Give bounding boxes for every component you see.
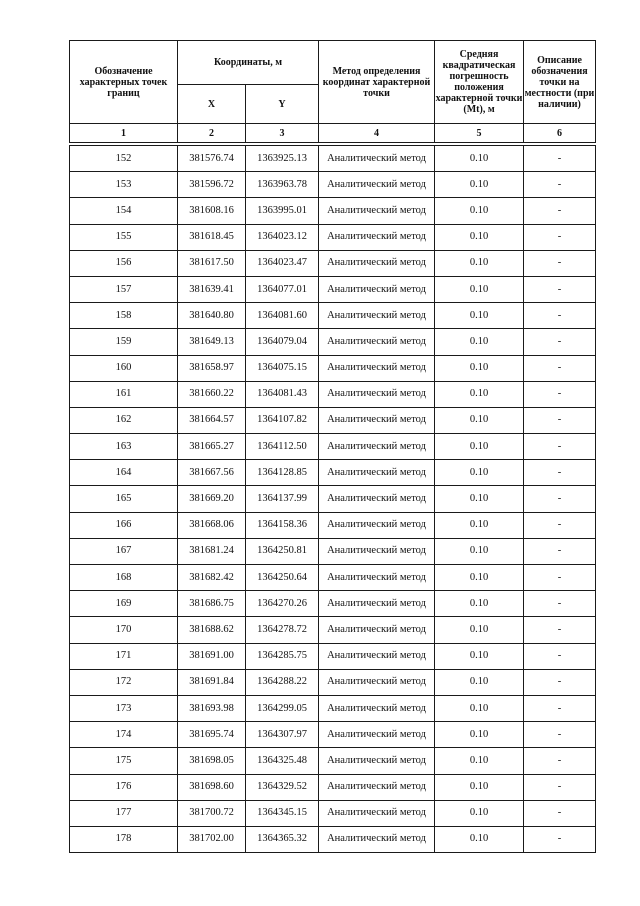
table-row [70, 591, 596, 617]
x-coordinate-cell: 381686.75 [178, 591, 246, 617]
error-cell: 0.10 [435, 486, 524, 512]
error-cell: 0.10 [435, 748, 524, 774]
error-cell: 0.10 [435, 355, 524, 381]
point-number-cell: 177 [70, 800, 178, 826]
y-coordinate-cell: 1364270.26 [246, 591, 319, 617]
point-number-cell: 167 [70, 538, 178, 564]
x-coordinate-cell: 381700.72 [178, 800, 246, 826]
table-row [70, 826, 596, 852]
y-coordinate-cell: 1364081.60 [246, 303, 319, 329]
y-coordinate-cell: 1364325.48 [246, 748, 319, 774]
y-coordinate-cell: 1364285.75 [246, 643, 319, 669]
error-cell: 0.10 [435, 250, 524, 276]
point-number-cell: 165 [70, 486, 178, 512]
table-row [70, 355, 596, 381]
table-row [70, 198, 596, 224]
point-number-cell: 166 [70, 512, 178, 538]
x-coordinate-cell: 381669.20 [178, 486, 246, 512]
method-cell: Аналитический метод [319, 748, 435, 774]
point-number-cell: 154 [70, 198, 178, 224]
error-cell: 0.10 [435, 800, 524, 826]
table-row [70, 538, 596, 564]
y-coordinate-cell: 1364079.04 [246, 329, 319, 355]
description-cell: - [524, 774, 596, 800]
point-number-cell: 164 [70, 460, 178, 486]
description-cell: - [524, 434, 596, 460]
point-number-cell: 153 [70, 172, 178, 198]
point-number-cell: 161 [70, 381, 178, 407]
description-cell: - [524, 748, 596, 774]
error-cell: 0.10 [435, 329, 524, 355]
point-number-cell: 169 [70, 591, 178, 617]
x-coordinate-cell: 381665.27 [178, 434, 246, 460]
error-cell: 0.10 [435, 643, 524, 669]
y-coordinate-cell: 1363925.13 [246, 146, 319, 172]
x-coordinate-cell: 381658.97 [178, 355, 246, 381]
table-row [70, 460, 596, 486]
x-coordinate-cell: 381617.50 [178, 250, 246, 276]
method-cell: Аналитический метод [319, 826, 435, 852]
table-row [70, 669, 596, 695]
point-number-cell: 176 [70, 774, 178, 800]
y-coordinate-cell: 1364345.15 [246, 800, 319, 826]
y-coordinate-cell: 1364307.97 [246, 722, 319, 748]
method-cell: Аналитический метод [319, 774, 435, 800]
method-cell: Аналитический метод [319, 512, 435, 538]
point-number-cell: 159 [70, 329, 178, 355]
table-row [70, 381, 596, 407]
description-cell: - [524, 643, 596, 669]
x-coordinate-cell: 381681.24 [178, 538, 246, 564]
point-number-cell: 171 [70, 643, 178, 669]
table-row [70, 224, 596, 250]
method-cell: Аналитический метод [319, 434, 435, 460]
y-coordinate-cell: 1364250.64 [246, 565, 319, 591]
table-row [70, 800, 596, 826]
method-cell: Аналитический метод [319, 172, 435, 198]
column-number: 1 [70, 124, 178, 143]
table-body [70, 146, 596, 853]
description-cell: - [524, 329, 596, 355]
description-cell: - [524, 538, 596, 564]
y-coordinate-cell: 1364365.32 [246, 826, 319, 852]
x-coordinate-cell: 381660.22 [178, 381, 246, 407]
y-coordinate-cell: 1364250.81 [246, 538, 319, 564]
error-cell: 0.10 [435, 460, 524, 486]
x-coordinate-cell: 381693.98 [178, 695, 246, 721]
point-number-cell: 162 [70, 407, 178, 433]
error-cell: 0.10 [435, 774, 524, 800]
header-point-designation: Обозначение характерных точек границ [70, 41, 178, 124]
table-row [70, 643, 596, 669]
table-row [70, 512, 596, 538]
header-method: Метод определения координат характерной точки [319, 41, 435, 124]
method-cell: Аналитический метод [319, 538, 435, 564]
description-cell: - [524, 800, 596, 826]
x-coordinate-cell: 381608.16 [178, 198, 246, 224]
x-coordinate-cell: 381668.06 [178, 512, 246, 538]
point-number-cell: 170 [70, 617, 178, 643]
x-coordinate-cell: 381698.60 [178, 774, 246, 800]
point-number-cell: 178 [70, 826, 178, 852]
column-number-row [70, 124, 596, 143]
description-cell: - [524, 512, 596, 538]
y-coordinate-cell: 1364299.05 [246, 695, 319, 721]
table-row [70, 617, 596, 643]
point-number-cell: 152 [70, 146, 178, 172]
point-number-cell: 160 [70, 355, 178, 381]
method-cell: Аналитический метод [319, 617, 435, 643]
x-coordinate-cell: 381667.56 [178, 460, 246, 486]
table-row [70, 250, 596, 276]
header-description: Описание обозначения точки на местности (при наличии) [524, 41, 596, 124]
table-row [70, 329, 596, 355]
error-cell: 0.10 [435, 276, 524, 302]
error-cell: 0.10 [435, 146, 524, 172]
description-cell: - [524, 486, 596, 512]
point-number-cell: 168 [70, 565, 178, 591]
method-cell: Аналитический метод [319, 591, 435, 617]
error-cell: 0.10 [435, 198, 524, 224]
point-number-cell: 155 [70, 224, 178, 250]
description-cell: - [524, 617, 596, 643]
x-coordinate-cell: 381691.84 [178, 669, 246, 695]
method-cell: Аналитический метод [319, 250, 435, 276]
error-cell: 0.10 [435, 826, 524, 852]
method-cell: Аналитический метод [319, 486, 435, 512]
method-cell: Аналитический метод [319, 460, 435, 486]
y-coordinate-cell: 1364077.01 [246, 276, 319, 302]
error-cell: 0.10 [435, 303, 524, 329]
method-cell: Аналитический метод [319, 276, 435, 302]
table-row [70, 407, 596, 433]
table-row [70, 276, 596, 302]
table-row [70, 434, 596, 460]
error-cell: 0.10 [435, 434, 524, 460]
point-number-cell: 156 [70, 250, 178, 276]
y-coordinate-cell: 1364128.85 [246, 460, 319, 486]
method-cell: Аналитический метод [319, 669, 435, 695]
x-coordinate-cell: 381596.72 [178, 172, 246, 198]
coordinates-table [69, 40, 596, 853]
table-row [70, 748, 596, 774]
table-row [70, 303, 596, 329]
column-number: 3 [246, 124, 319, 143]
x-coordinate-cell: 381691.00 [178, 643, 246, 669]
error-cell: 0.10 [435, 381, 524, 407]
y-coordinate-cell: 1363963.78 [246, 172, 319, 198]
column-number: 4 [319, 124, 435, 143]
description-cell: - [524, 407, 596, 433]
table-row [70, 722, 596, 748]
x-coordinate-cell: 381698.05 [178, 748, 246, 774]
error-cell: 0.10 [435, 407, 524, 433]
x-coordinate-cell: 381639.41 [178, 276, 246, 302]
column-number: 2 [178, 124, 246, 143]
description-cell: - [524, 224, 596, 250]
method-cell: Аналитический метод [319, 355, 435, 381]
table-row [70, 774, 596, 800]
table-header [70, 41, 596, 146]
method-cell: Аналитический метод [319, 800, 435, 826]
description-cell: - [524, 172, 596, 198]
method-cell: Аналитический метод [319, 695, 435, 721]
method-cell: Аналитический метод [319, 407, 435, 433]
y-coordinate-cell: 1364137.99 [246, 486, 319, 512]
method-cell: Аналитический метод [319, 381, 435, 407]
y-coordinate-cell: 1364075.15 [246, 355, 319, 381]
description-cell: - [524, 591, 596, 617]
header-x: X [178, 85, 246, 124]
y-coordinate-cell: 1364081.43 [246, 381, 319, 407]
y-coordinate-cell: 1364107.82 [246, 407, 319, 433]
method-cell: Аналитический метод [319, 722, 435, 748]
table-row [70, 565, 596, 591]
error-cell: 0.10 [435, 565, 524, 591]
description-cell: - [524, 669, 596, 695]
x-coordinate-cell: 381664.57 [178, 407, 246, 433]
x-coordinate-cell: 381702.00 [178, 826, 246, 852]
point-number-cell: 173 [70, 695, 178, 721]
y-coordinate-cell: 1364023.47 [246, 250, 319, 276]
point-number-cell: 172 [70, 669, 178, 695]
y-coordinate-cell: 1363995.01 [246, 198, 319, 224]
method-cell: Аналитический метод [319, 146, 435, 172]
method-cell: Аналитический метод [319, 643, 435, 669]
description-cell: - [524, 826, 596, 852]
description-cell: - [524, 460, 596, 486]
error-cell: 0.10 [435, 695, 524, 721]
error-cell: 0.10 [435, 512, 524, 538]
x-coordinate-cell: 381576.74 [178, 146, 246, 172]
y-coordinate-cell: 1364329.52 [246, 774, 319, 800]
x-coordinate-cell: 381640.80 [178, 303, 246, 329]
x-coordinate-cell: 381688.62 [178, 617, 246, 643]
y-coordinate-cell: 1364158.36 [246, 512, 319, 538]
error-cell: 0.10 [435, 617, 524, 643]
description-cell: - [524, 381, 596, 407]
point-number-cell: 175 [70, 748, 178, 774]
column-number: 6 [524, 124, 596, 143]
x-coordinate-cell: 381695.74 [178, 722, 246, 748]
method-cell: Аналитический метод [319, 329, 435, 355]
table-row [70, 172, 596, 198]
table-row [70, 486, 596, 512]
y-coordinate-cell: 1364023.12 [246, 224, 319, 250]
y-coordinate-cell: 1364112.50 [246, 434, 319, 460]
x-coordinate-cell: 381682.42 [178, 565, 246, 591]
description-cell: - [524, 565, 596, 591]
error-cell: 0.10 [435, 722, 524, 748]
error-cell: 0.10 [435, 538, 524, 564]
x-coordinate-cell: 381649.13 [178, 329, 246, 355]
description-cell: - [524, 722, 596, 748]
method-cell: Аналитический метод [319, 198, 435, 224]
description-cell: - [524, 695, 596, 721]
description-cell: - [524, 198, 596, 224]
description-cell: - [524, 146, 596, 172]
table-row [70, 146, 596, 172]
error-cell: 0.10 [435, 224, 524, 250]
method-cell: Аналитический метод [319, 303, 435, 329]
point-number-cell: 174 [70, 722, 178, 748]
y-coordinate-cell: 1364288.22 [246, 669, 319, 695]
table-row [70, 695, 596, 721]
column-number: 5 [435, 124, 524, 143]
description-cell: - [524, 250, 596, 276]
error-cell: 0.10 [435, 172, 524, 198]
method-cell: Аналитический метод [319, 224, 435, 250]
x-coordinate-cell: 381618.45 [178, 224, 246, 250]
point-number-cell: 163 [70, 434, 178, 460]
point-number-cell: 157 [70, 276, 178, 302]
error-cell: 0.10 [435, 669, 524, 695]
description-cell: - [524, 276, 596, 302]
description-cell: - [524, 355, 596, 381]
point-number-cell: 158 [70, 303, 178, 329]
header-coordinates: Координаты, м [178, 41, 319, 85]
header-error: Средняя квадратическая погрешность положения характерной точки (Mt), м [435, 41, 524, 124]
method-cell: Аналитический метод [319, 565, 435, 591]
y-coordinate-cell: 1364278.72 [246, 617, 319, 643]
error-cell: 0.10 [435, 591, 524, 617]
description-cell: - [524, 303, 596, 329]
header-y: Y [246, 85, 319, 124]
